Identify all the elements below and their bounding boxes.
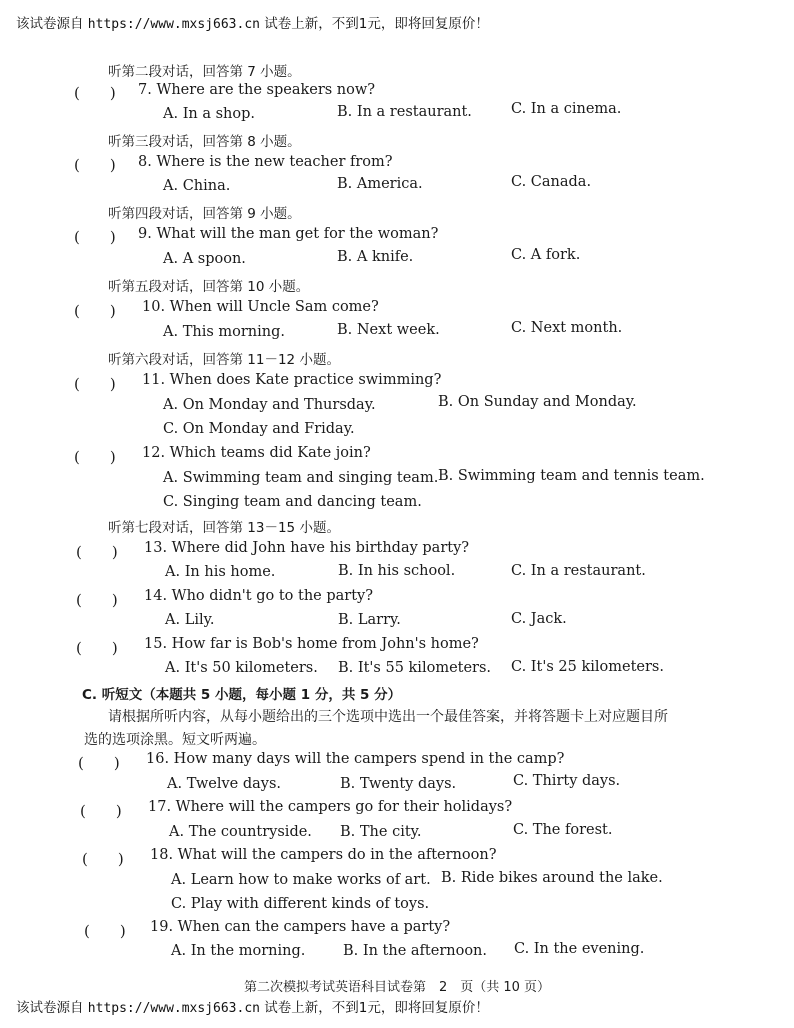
option-b: B. On Sunday and Monday. xyxy=(438,394,637,410)
option-a: A. In the morning. xyxy=(171,943,306,959)
option-a: A. Lily. xyxy=(165,612,215,628)
answer-blank: ( ) xyxy=(74,228,116,246)
question-stem: 12. Which teams did Kate join? xyxy=(142,445,371,461)
part-c-instruction-1: 请根据所听内容，从每小题给出的三个选项中选出一个最佳答案，并将答题卡上对应题目所 xyxy=(108,709,668,725)
banner-prefix: 该试卷源自 xyxy=(16,16,84,32)
question-stem: 19. When can the campers have a party? xyxy=(150,919,451,935)
option-a: A. It's 50 kilometers. xyxy=(165,660,318,676)
option-b: B. In a restaurant. xyxy=(337,104,472,120)
question-stem: 9. What will the man get for the woman? xyxy=(138,226,439,242)
section-heading: 听第七段对话，回答第 13－15 小题。 xyxy=(108,520,340,536)
option-c: C. Singing team and dancing team. xyxy=(163,494,422,510)
option-b: B. The city. xyxy=(340,824,422,840)
page-footer: 第二次模拟考试英语科目试卷第 2 页（共 10 页） xyxy=(243,980,551,995)
option-c: C. In a restaurant. xyxy=(511,563,646,579)
option-b: B. America. xyxy=(337,176,423,192)
option-a: A. A spoon. xyxy=(163,251,246,267)
option-b: B. Larry. xyxy=(338,612,401,628)
option-c: C. Next month. xyxy=(511,320,623,336)
option-c: C. The forest. xyxy=(513,822,613,838)
banner-suffix: 试卷上新，不到1元，即将回复原价！ xyxy=(264,1000,489,1016)
answer-blank: ( ) xyxy=(74,448,116,466)
banner-suffix: 试卷上新，不到1元，即将回复原价！ xyxy=(264,16,489,32)
answer-blank: ( ) xyxy=(74,84,116,102)
option-c: C. A fork. xyxy=(511,247,581,263)
question-stem: 18. What will the campers do in the afternoon? xyxy=(150,847,497,863)
option-b: B. Twenty days. xyxy=(340,776,457,792)
banner-prefix: 该试卷源自 xyxy=(16,1000,84,1016)
source-banner-top xyxy=(16,12,489,32)
option-c: C. Canada. xyxy=(511,174,592,190)
option-b: B. A knife. xyxy=(337,249,414,265)
answer-blank: ( ) xyxy=(78,754,120,772)
question-stem: 16. How many days will the campers spend in the camp? xyxy=(146,751,565,767)
option-b: B. Swimming team and tennis team. xyxy=(438,468,705,484)
option-a: A. Twelve days. xyxy=(167,776,282,792)
answer-blank: ( ) xyxy=(74,302,116,320)
option-c: C. It's 25 kilometers. xyxy=(511,659,664,675)
answer-blank: ( ) xyxy=(82,850,124,868)
option-a: A. Swimming team and singing team. xyxy=(163,470,439,486)
question-stem: 10. When will Uncle Sam come? xyxy=(142,299,379,315)
answer-blank: ( ) xyxy=(76,591,118,609)
option-a: A. On Monday and Thursday. xyxy=(163,397,376,413)
option-a: A. The countryside. xyxy=(169,824,312,840)
option-b: B. In the afternoon. xyxy=(343,943,488,959)
answer-blank: ( ) xyxy=(76,543,118,561)
source-banner-bottom xyxy=(16,996,489,1016)
question-stem: 13. Where did John have his birthday party? xyxy=(144,540,470,556)
section-heading: 听第五段对话，回答第 10 小题。 xyxy=(108,279,310,295)
option-c: C. Thirty days. xyxy=(513,773,621,789)
part-c-heading: C. 听短文（本题共 5 小题，每小题 1 分，共 5 分） xyxy=(82,687,402,703)
option-b: B. Ride bikes around the lake. xyxy=(441,870,663,886)
option-a: A. This morning. xyxy=(163,324,286,340)
option-c: C. Play with different kinds of toys. xyxy=(171,896,430,912)
option-a: A. In his home. xyxy=(165,564,276,580)
section-heading: 听第四段对话，回答第 9 小题。 xyxy=(108,206,301,222)
option-c: C. Jack. xyxy=(511,611,567,627)
section-heading: 听第二段对话，回答第 7 小题。 xyxy=(108,64,301,80)
banner-url[interactable]: https://www.mxsj663.cn xyxy=(87,17,260,32)
question-stem: 8. Where is the new teacher from? xyxy=(138,154,393,170)
banner-url[interactable]: https://www.mxsj663.cn xyxy=(87,1001,260,1016)
option-a: A. China. xyxy=(163,178,231,194)
question-stem: 7. Where are the speakers now? xyxy=(138,82,376,98)
option-c: C. In a cinema. xyxy=(511,101,622,117)
option-c: C. On Monday and Friday. xyxy=(163,421,355,437)
option-c: C. In the evening. xyxy=(514,941,645,957)
question-stem: 15. How far is Bob's home from John's home? xyxy=(144,636,479,652)
question-stem: 11. When does Kate practice swimming? xyxy=(142,372,442,388)
answer-blank: ( ) xyxy=(80,802,122,820)
section-heading: 听第三段对话，回答第 8 小题。 xyxy=(108,134,301,150)
answer-blank: ( ) xyxy=(76,639,118,657)
answer-blank: ( ) xyxy=(74,375,116,393)
option-b: B. Next week. xyxy=(337,322,440,338)
option-a: A. Learn how to make works of art. xyxy=(171,872,431,888)
option-b: B. It's 55 kilometers. xyxy=(338,660,492,676)
question-stem: 14. Who didn't go to the party? xyxy=(144,588,374,604)
answer-blank: ( ) xyxy=(84,922,126,940)
part-c-instruction-2: 选的选项涂黑。短文听两遍。 xyxy=(84,732,266,748)
section-heading: 听第六段对话，回答第 11－12 小题。 xyxy=(108,352,340,368)
answer-blank: ( ) xyxy=(74,156,116,174)
option-a: A. In a shop. xyxy=(163,106,256,122)
option-b: B. In his school. xyxy=(338,563,456,579)
question-stem: 17. Where will the campers go for their holidays? xyxy=(148,799,513,815)
